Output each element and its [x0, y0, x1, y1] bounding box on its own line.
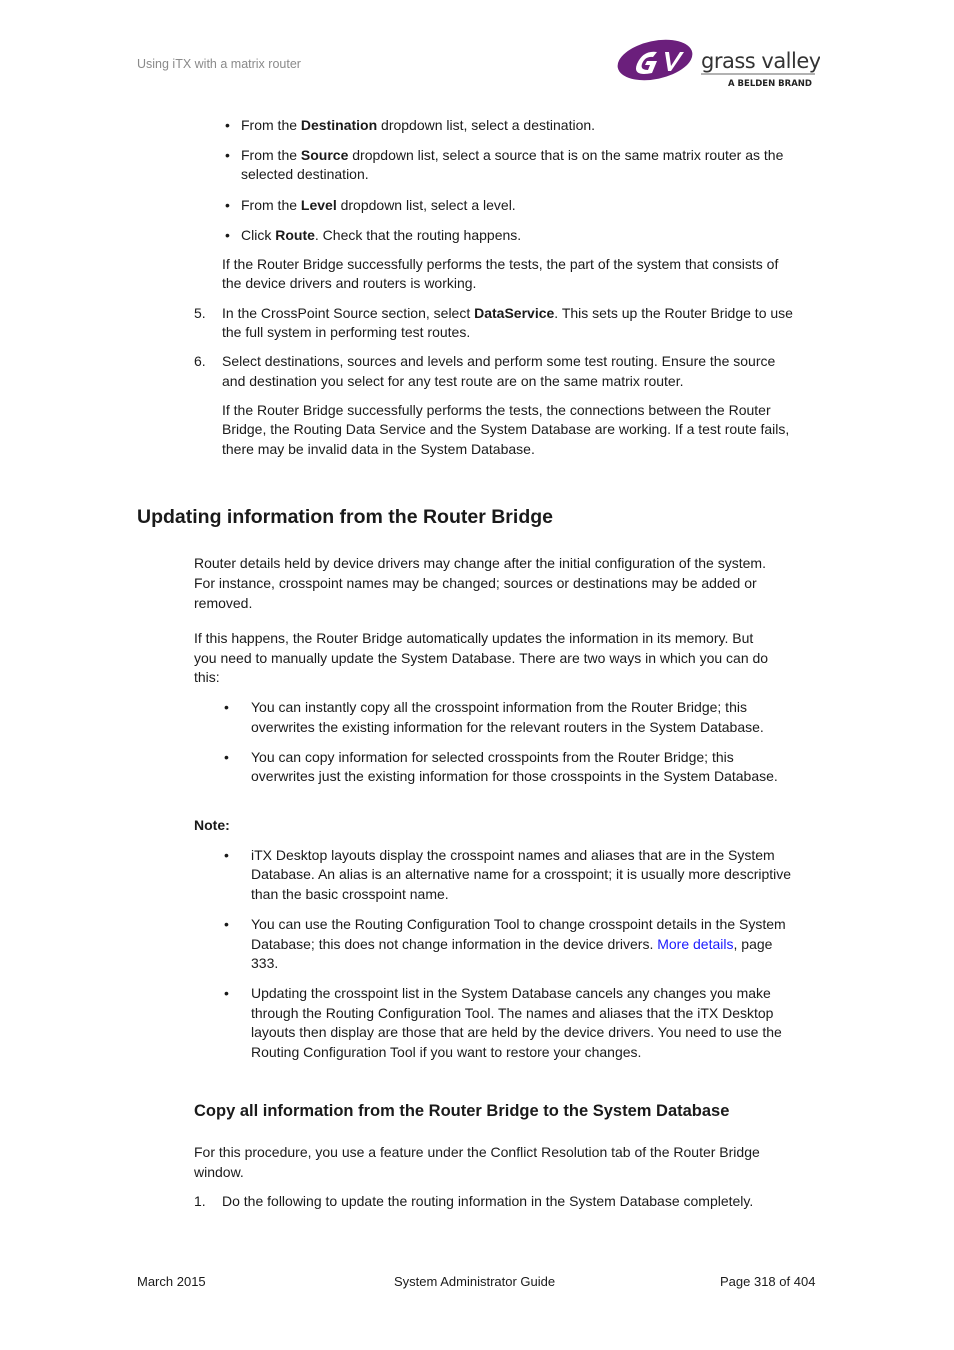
section-heading: Updating information from the Router Bridge	[137, 506, 553, 528]
footer-page: Page 318 of 404	[720, 1274, 816, 1289]
bullet-text: You can copy information for selected crosspoints from the Router Bridge; this	[251, 749, 734, 765]
paragraph-line: the device drivers and routers is working.	[222, 275, 477, 291]
paragraph-line: For this procedure, you use a feature under the Conflict Resolution tab of the Router Bridge	[194, 1144, 760, 1160]
bullet-route: Click Route. Check that the routing happens.	[241, 227, 522, 243]
step-6-line2: and destination you select for any test route are on the same matrix router.	[222, 373, 684, 389]
note-bullet-text: Routing Configuration Tool if you want to restore your changes.	[251, 1044, 642, 1060]
paragraph-line: If the Router Bridge successfully performs the tests, the connections between the Router	[222, 402, 771, 418]
bullet-text: You can instantly copy all the crosspoint information from the Router Bridge; this	[251, 699, 747, 715]
footer-title: System Administrator Guide	[394, 1274, 556, 1289]
paragraph-line: you need to manually update the System Database. There are two ways in which you can do	[194, 650, 769, 666]
step-number: 1.	[194, 1193, 206, 1209]
paragraph-line: removed.	[194, 595, 253, 611]
grass-valley-logo	[615, 38, 820, 90]
bullet: •	[224, 847, 229, 863]
bullet-level: From the Level dropdown list, select a level.	[241, 197, 516, 213]
footer-date: March 2015	[137, 1274, 206, 1289]
note-label: Note:	[194, 817, 230, 833]
note-bullet-text: layouts then display are those that are held by the device drivers. You need to use the	[251, 1024, 782, 1040]
running-header: Using iTX with a matrix router	[137, 57, 301, 71]
step-1-text: Do the following to update the routing information in the System Database completely.	[222, 1193, 754, 1209]
paragraph-line: there may be invalid data in the System Database.	[222, 441, 535, 457]
bullet: •	[224, 916, 229, 932]
step-5-text: In the CrossPoint Source section, select DataService. This sets up the Router Bridge to use	[222, 305, 793, 321]
bullet-text: overwrites just the existing information for those crosspoints in the System Database.	[251, 768, 778, 784]
bullet-destination: From the Destination dropdown list, select a destination.	[241, 117, 596, 133]
note-bullet-text: Database; this does not change information in the device drivers. More details, page	[251, 936, 773, 952]
bullet: •	[225, 117, 230, 133]
bullet-source: From the Source dropdown list, select a source that is on the same matrix router as the	[241, 147, 784, 163]
bullet: •	[225, 197, 230, 213]
note-bullet-text: through the Routing Configuration Tool. The names and aliases that the iTX Desktop	[251, 1005, 774, 1021]
bullet: •	[225, 227, 230, 243]
note-bullet-text: Updating the crosspoint list in the System Database cancels any changes you make	[251, 985, 771, 1001]
note-bullet-text: You can use the Routing Configuration Tool to change crosspoint details in the System	[251, 916, 786, 932]
note-bullet-text: Database. An alias is an alternative name for a crosspoint; it is usually more descriptive	[251, 866, 792, 882]
paragraph-line: this:	[194, 669, 220, 685]
step-number: 5.	[194, 305, 206, 321]
subsection-heading: Copy all information from the Router Bridge to the System Database	[194, 1102, 730, 1120]
paragraph-line: If this happens, the Router Bridge automatically updates the information in its memory. But	[194, 630, 754, 646]
bullet: •	[225, 147, 230, 163]
step-number: 6.	[194, 353, 206, 369]
step-6-text: Select destinations, sources and levels and perform some test routing. Ensure the source	[222, 353, 776, 369]
bullet-text: overwrites the existing information for the relevant routers in the System Database.	[251, 719, 764, 735]
step-5-line2: the full system in performing test routes.	[222, 324, 471, 340]
bullet: •	[224, 699, 229, 715]
note-bullet-text: iTX Desktop layouts display the crosspoint names and aliases that are in the System	[251, 847, 775, 863]
paragraph-line: window.	[194, 1164, 244, 1180]
paragraph-line: Router details held by device drivers may change after the initial configuration of the system.	[194, 555, 766, 571]
bullet: •	[224, 985, 229, 1001]
paragraph-line: For instance, crosspoint names may be changed; sources or destinations may be added or	[194, 575, 757, 591]
bullet-source-line2: selected destination.	[241, 166, 369, 182]
note-bullet-text: 333.	[251, 955, 279, 971]
note-bullet-text: than the basic crosspoint name.	[251, 886, 449, 902]
paragraph-line: If the Router Bridge successfully performs the tests, the part of the system that consists of	[222, 256, 779, 272]
svg-text:grass valley: grass valley	[701, 49, 820, 73]
svg-text:A BELDEN BRAND: A BELDEN BRAND	[728, 79, 812, 89]
paragraph-line: Bridge, the Routing Data Service and the System Database are working. If a test route fails,	[222, 421, 790, 437]
more-details-link[interactable]: More details	[657, 936, 734, 952]
bullet: •	[224, 749, 229, 765]
